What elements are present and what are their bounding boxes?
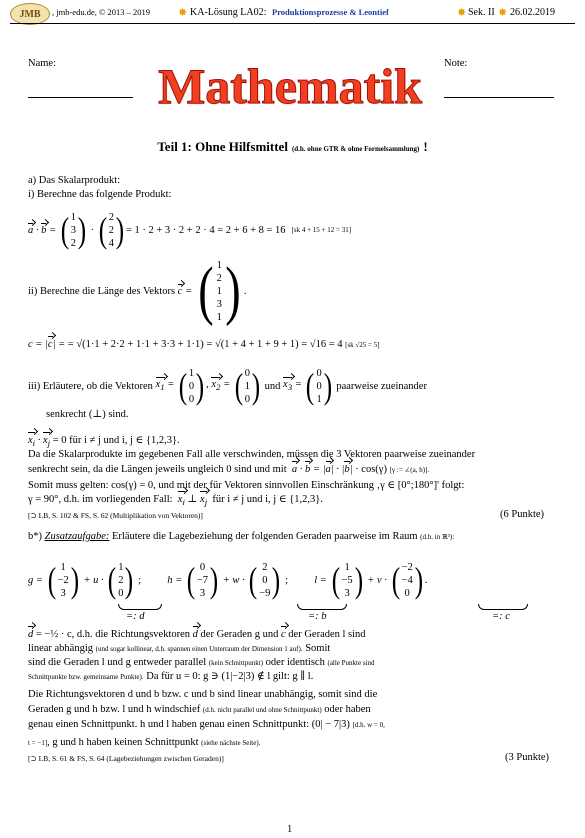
a-reference: [⊃ LB, S. 102 & FS, S. 62 (Multiplikation von Vektoren)] bbox=[28, 511, 203, 520]
b-text-3: sind die Geraden l und g entweder parallel (kein Schnittpunkt) oder identisch (alle Punkte sind bbox=[28, 657, 375, 668]
h-direction: 2 0 −9 bbox=[259, 561, 271, 599]
star-icon: ✸ bbox=[178, 7, 188, 19]
l-point: 1 −5 3 bbox=[341, 561, 353, 599]
l-direction: −2 −4 0 bbox=[401, 561, 413, 599]
b-text-1: d = −½ · c, d.h. die Richtungsvektoren d der Geraden g und c der Geraden l sind bbox=[28, 629, 366, 640]
b-label: =: b bbox=[308, 611, 327, 622]
b-text-4: Schnittpunkte bzw. gemeinsame Punkte). Da für u = 0: g ∋ (1|−2|3) ∉ l gilt: g ∥ l. bbox=[28, 671, 314, 682]
header-site: , jmb-edu.de, © 2013 – 2019 bbox=[52, 7, 151, 17]
b-text-6: Geraden g und h bzw. l und h windschief (d.h. nicht parallel und ohne Schnittpunkt) oder haben bbox=[28, 704, 371, 715]
star-icon: ✸ bbox=[498, 7, 508, 19]
part-title: Teil 1: Ohne Hilfsmittel (d.h. ohne GTR & ohne Formelsammlung) ! bbox=[157, 139, 428, 154]
b-points: (3 Punkte) bbox=[505, 752, 550, 763]
a-text-2: senkrecht sein, da die Längen jeweils ungleich 0 sind und mit a · b = |a| · |b| · cos(γ) [γ := ∠(a, b)]. bbox=[28, 464, 430, 475]
name-label: Name: bbox=[28, 58, 56, 69]
header-date: 26.02.2019 bbox=[510, 7, 555, 18]
b-head: b*) Zusatzaufgabe: Erläutere die Lagebeziehung der folgenden Geraden paarweise im Raum (d.h. in ℝ³): bbox=[28, 531, 455, 542]
a-i-task: i) Berechne das folgende Produkt: bbox=[28, 189, 172, 200]
header-bar bbox=[10, 3, 580, 25]
a-iii-task: iii) Erläutere, ob die Vektoren $x_1$ = ( 1 0 0 ) , $x_2$ = ( 0 1 0 ) und $x_3$ = ( 0 0 1 ) paarweise zueinander bbox=[28, 366, 427, 406]
vector-b: 2 2 4 bbox=[108, 211, 114, 249]
page-number: 1 bbox=[287, 824, 293, 835]
vector-x3: 0 0 1 bbox=[316, 367, 322, 405]
a-ii-equation: c = |c| = = √(1·1 + 2·2 + 1·1 + 3·3 + 1·1) = √(1 + 4 + 1 + 9 + 1) = √16 = 4 [sk √25 = 5] bbox=[28, 339, 380, 350]
vector-a: 1 3 2 bbox=[70, 211, 76, 249]
page-title: Mathematik bbox=[158, 58, 422, 114]
vector-x1: 1 0 0 bbox=[188, 367, 195, 405]
b-reference: [⊃ LB, S. 61 & FS, S. 64 (Lagebeziehungen zwischen Geraden)] bbox=[28, 754, 224, 763]
a-text-1: Da die Skalarprodukte im gegebenen Fall alle verschwinden, müssen die 3 Vektoren paarweise zueinander bbox=[28, 449, 476, 460]
header-rule bbox=[10, 23, 575, 24]
b-text-7: genau einen Schnittpunkt. h und l haben genau einen Schnittpunkt: (0| − 7|3) [d.h. w = 0, bbox=[28, 719, 385, 730]
a-text-3: Somit muss gelten: cos(γ) = 0, und mit der für Vektoren sinnvollen Einschränkung ‚γ ∈ [0°;180°]' folgt: bbox=[28, 480, 465, 491]
note-label: Note: bbox=[444, 58, 468, 69]
a-ii-task: ii) Berechne die Länge des Vektors c = ( 1 2 1 3 1 ) . bbox=[28, 254, 247, 327]
header-doc: KA-Lösung LA02: bbox=[190, 7, 267, 18]
h-point: 0 −7 3 bbox=[196, 561, 209, 599]
star-icon: ✸ bbox=[457, 7, 467, 19]
header-level: Sek. II bbox=[468, 7, 495, 18]
a-head: a) Das Skalarprodukt: bbox=[28, 175, 121, 186]
vector-x2: 0 1 0 bbox=[244, 367, 251, 405]
a-iii-line2: senkrecht (⊥) sind. bbox=[46, 409, 129, 420]
name-line bbox=[28, 97, 133, 98]
jmb-logo: JMB bbox=[10, 3, 50, 25]
d-label: =: d bbox=[126, 611, 145, 622]
g-point: 1 −2 3 bbox=[57, 561, 69, 599]
a-i-equation: a · b = ( 1 3 2 ) · ( 2 2 4 ) = 1 · 2 + 3 · 2 + 2 · 4 = 2 + 6 + 8 = 16 [sk 4 + 15 + 12 = 31] bbox=[28, 210, 352, 250]
a-iii-condition: $x_i \cdot x_j = 0$ für i ≠ j und i, j ∈ {1,2,3}. bbox=[28, 435, 180, 449]
b-text-8: t = −1], g und h haben keinen Schnittpunkt (siehe nächste Seite). bbox=[28, 737, 261, 748]
g-direction: 1 2 0 bbox=[118, 561, 124, 599]
a-text-4: γ = 90°, d.h. im vorliegenden Fall: $x_i$ ⊥ $x_j$ für i ≠ j und i, j ∈ {1,2,3}. bbox=[28, 494, 323, 508]
b-lines: g = ( 1 −2 3 ) + u · ( 1 2 0 ) ; h = ( 0 −7 3 ) + w · ( 2 0 −9 ) ; l = ( 1 −5 3 ) + v · ( −2 −4 0 ) . bbox=[28, 560, 428, 600]
note-line bbox=[444, 97, 554, 98]
c-label: =: c bbox=[492, 611, 510, 622]
b-text-5: Die Richtungsvektoren d und b bzw. c und b sind linear unabhängig, somit sind die bbox=[28, 689, 378, 700]
vector-c: 1 2 1 3 1 bbox=[216, 259, 222, 323]
b-text-2: linear abhängig (und sogar kollinear, d.h. spannen einen Unterraum der Dimension 1 auf). Somit bbox=[28, 643, 331, 654]
header-topic: Produktionsprozesse & Leontief bbox=[272, 7, 389, 17]
a-points: (6 Punkte) bbox=[500, 509, 545, 520]
